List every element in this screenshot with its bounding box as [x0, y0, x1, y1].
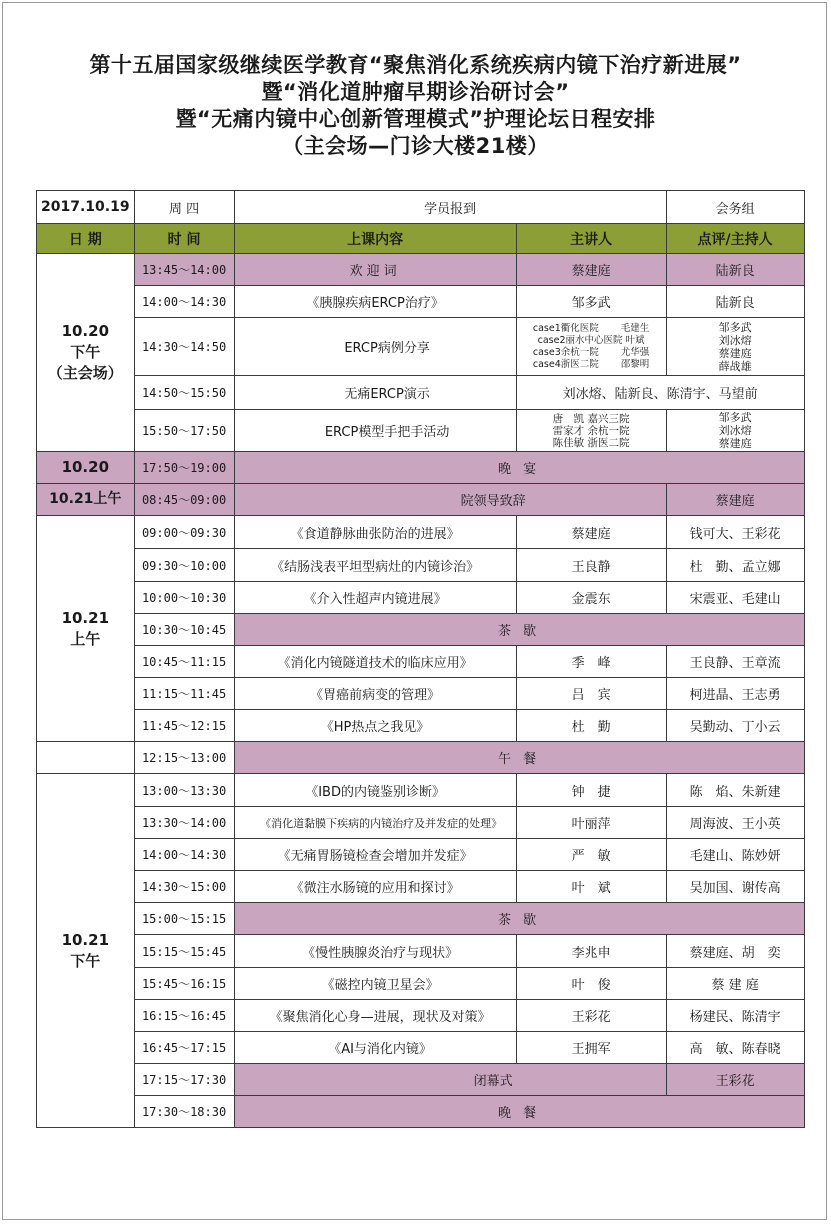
- moderator-cell: 吴加国、谢传高: [666, 871, 804, 903]
- time-cell: 17:15～17:30: [134, 1064, 234, 1096]
- moderator-cell: 陈 焰、朱新建: [666, 774, 804, 807]
- table-row: [37, 742, 805, 774]
- time-cell: 09:30～10:00: [134, 549, 234, 582]
- time-cell: 12:15～13:00: [134, 742, 234, 774]
- header-speaker: 主讲人: [516, 224, 666, 254]
- table-row: [37, 774, 805, 807]
- content-cell: 午 餐: [234, 742, 804, 774]
- title-line-2: 暨“消化道肿瘤早期诊治研讨会”: [261, 80, 570, 104]
- speaker-cell: 吕 宾: [516, 678, 666, 710]
- moderator-name: 薛战雄: [718, 359, 752, 373]
- time-cell: 13:45～14:00: [134, 254, 234, 286]
- time-cell: 11:15～11:45: [134, 678, 234, 710]
- time-cell: 15:00～15:15: [134, 903, 234, 935]
- speaker-cell: 王良静: [516, 549, 666, 582]
- title-line-4: （主会场—门诊大楼21楼）: [282, 134, 549, 158]
- moderator-cell: 王彩花: [666, 1064, 804, 1096]
- time-cell: 10:00～10:30: [134, 582, 234, 614]
- moderator-name: 刘冰熔: [718, 424, 752, 437]
- moderator-cell: 毛建山、陈妙妍: [666, 839, 804, 871]
- speaker-cell: 李兆申: [516, 935, 666, 968]
- date-cell: [37, 516, 135, 742]
- speaker-cell: 季 峰: [516, 646, 666, 678]
- table-row: [37, 1032, 805, 1064]
- moderator-cell: 蔡 建 庭: [666, 968, 804, 1000]
- content-cell: ERCP病例分享: [234, 318, 516, 376]
- time-cell: 09:00～09:30: [134, 516, 234, 549]
- speaker-cell: 金震东: [516, 582, 666, 614]
- table-row: [37, 871, 805, 903]
- title-line-3: 暨“无痛内镜中心创新管理模式”护理论坛日程安排: [175, 107, 656, 131]
- table-row: [37, 935, 805, 968]
- top-date: 2017.10.19: [37, 191, 135, 224]
- content-cell: 《胰腺疾病ERCP治疗》: [234, 286, 516, 318]
- time-cell: 16:15～16:45: [134, 1000, 234, 1032]
- table-row: [37, 903, 805, 935]
- speaker-cell: 王拥军: [516, 1032, 666, 1064]
- content-cell: 晚 宴: [234, 452, 804, 484]
- content-cell: 茶 歇: [234, 614, 804, 646]
- time-cell: 14:30～14:50: [134, 318, 234, 376]
- table-row: [37, 286, 805, 318]
- moderator-cell: [666, 318, 804, 376]
- moderator-cell: [666, 410, 804, 452]
- speaker-cell: 钟 捷: [516, 774, 666, 807]
- content-cell: 闭幕式: [234, 1064, 666, 1096]
- content-cell: 《IBD的内镜鉴别诊断》: [234, 774, 516, 807]
- date-sub-label: 下午: [70, 951, 101, 970]
- content-cell: 无痛ERCP演示: [234, 376, 516, 410]
- table-row: [37, 452, 805, 484]
- date-sub-label: 上午: [70, 629, 101, 648]
- table-row: [37, 1000, 805, 1032]
- content-cell: 院领导致辞: [234, 484, 666, 516]
- time-cell: 15:15～15:45: [134, 935, 234, 968]
- header-time: 时 间: [134, 224, 234, 254]
- content-cell: 《聚焦消化心身—进展，现状及对策》: [234, 1000, 516, 1032]
- speaker-cell: 叶 斌: [516, 871, 666, 903]
- top-org: 会务组: [666, 191, 804, 224]
- content-cell: 《HP热点之我见》: [234, 710, 516, 742]
- date-cell: 10.20: [37, 452, 135, 484]
- content-cell: 《慢性胰腺炎治疗与现状》: [234, 935, 516, 968]
- table-row: [37, 582, 805, 614]
- moderator-cell: 柯进晶、王志勇: [666, 678, 804, 710]
- header-content: 上课内容: [234, 224, 516, 254]
- table-row: [37, 614, 805, 646]
- date-cell: [37, 254, 135, 452]
- content-cell: 《微注水肠镜的应用和探讨》: [234, 871, 516, 903]
- moderator-name: 邹多武: [718, 320, 752, 334]
- time-cell: 16:45～17:15: [134, 1032, 234, 1064]
- content-cell: 《消化道黏膜下疾病的内镜治疗及并发症的处理》: [234, 807, 516, 839]
- time-cell: 10:45～11:15: [134, 646, 234, 678]
- case-speaker: case1衢化医院 毛建生: [532, 322, 650, 334]
- time-cell: 14:00～14:30: [134, 839, 234, 871]
- content-cell: 《AI与消化内镜》: [234, 1032, 516, 1064]
- table-row: [37, 410, 805, 452]
- case-speaker: case3余杭一院 尤华强: [532, 346, 650, 358]
- table-row: [37, 678, 805, 710]
- table-row: [37, 376, 805, 410]
- content-cell: 《介入性超声内镜进展》: [234, 582, 516, 614]
- speaker-cell: 叶 俊: [516, 968, 666, 1000]
- moderator-cell: 陆新良: [666, 254, 804, 286]
- content-cell: 《消化内镜隧道技术的临床应用》: [234, 646, 516, 678]
- table-row: [37, 807, 805, 839]
- moderator-name: 蔡建庭: [718, 437, 752, 450]
- table-row: [37, 839, 805, 871]
- header-row: [37, 224, 805, 254]
- instructor-name: 陈佳敏 浙医二院: [552, 436, 630, 449]
- content-cell: 《胃癌前病变的管理》: [234, 678, 516, 710]
- time-cell: 14:30～15:00: [134, 871, 234, 903]
- time-cell: 08:45～09:00: [134, 484, 234, 516]
- moderator-cell: 钱可大、王彩花: [666, 516, 804, 549]
- schedule-table: [36, 190, 805, 1128]
- time-cell: 14:00～14:30: [134, 286, 234, 318]
- content-cell: 晚 餐: [234, 1096, 804, 1128]
- moderator-cell: 周海波、王小英: [666, 807, 804, 839]
- date-cell: [37, 742, 135, 774]
- content-cell: ERCP模型手把手活动: [234, 410, 516, 452]
- time-cell: 15:45～16:15: [134, 968, 234, 1000]
- date-cell: [37, 774, 135, 1128]
- moderator-cell: 王良静、王章流: [666, 646, 804, 678]
- date-label: 10.21: [61, 930, 110, 949]
- moderator-cell: 吴勤动、丁小云: [666, 710, 804, 742]
- table-row: [37, 646, 805, 678]
- header-date: 日 期: [37, 224, 135, 254]
- date-sub-label: 下午: [70, 343, 101, 361]
- speaker-cell: 叶丽萍: [516, 807, 666, 839]
- moderator-cell: 杨建民、陈清宇: [666, 1000, 804, 1032]
- content-cell: 欢迎词: [234, 254, 516, 286]
- time-cell: 11:45～12:15: [134, 710, 234, 742]
- table-row: [37, 191, 805, 224]
- venue-label: （主会场）: [47, 364, 123, 382]
- moderator-cell: 陆新良: [666, 286, 804, 318]
- time-cell: 13:00～13:30: [134, 774, 234, 807]
- table-row: [37, 1064, 805, 1096]
- date-label: 10.21: [61, 608, 110, 627]
- table-row: [37, 318, 805, 376]
- header-moderator: 点评/主持人: [666, 224, 804, 254]
- time-cell: 10:30～10:45: [134, 614, 234, 646]
- moderator-cell: 蔡建庭: [666, 484, 804, 516]
- content-cell: 茶 歇: [234, 903, 804, 935]
- moderator-cell: 宋震亚、毛建山: [666, 582, 804, 614]
- moderator-name: 邹多武: [718, 411, 752, 424]
- moderator-name: 蔡建庭: [718, 346, 752, 360]
- moderator-cell: 高 敏、陈春晓: [666, 1032, 804, 1064]
- content-cell: 《磁控内镜卫星会》: [234, 968, 516, 1000]
- moderator-cell: 蔡建庭、胡 奕: [666, 935, 804, 968]
- time-cell: 17:50～19:00: [134, 452, 234, 484]
- table-row: [37, 516, 805, 549]
- instructor-name: 唐 凯 嘉兴三院: [552, 412, 630, 425]
- top-weekday: 周 四: [134, 191, 234, 224]
- content-cell: 《食道静脉曲张防治的进展》: [234, 516, 516, 549]
- title-block: [0, 52, 831, 160]
- speaker-cell: [516, 318, 666, 376]
- time-cell: 14:50～15:50: [134, 376, 234, 410]
- speaker-cell: 蔡建庭: [516, 516, 666, 549]
- table-row: [37, 484, 805, 516]
- speaker-cell: 王彩花: [516, 1000, 666, 1032]
- moderator-cell: 杜 勤、孟立娜: [666, 549, 804, 582]
- speaker-cell: 邹多武: [516, 286, 666, 318]
- table-row: [37, 1096, 805, 1128]
- instructor-name: 雷家才 余杭一院: [552, 424, 630, 437]
- speaker-cell: [516, 410, 666, 452]
- table-row: [37, 710, 805, 742]
- title-line-1: 第十五届国家级继续医学教育“聚焦消化系统疾病内镜下治疗新进展”: [89, 53, 742, 77]
- date-label: 10.20: [61, 322, 110, 340]
- speaker-cell: 严 敏: [516, 839, 666, 871]
- top-event: 学员报到: [234, 191, 666, 224]
- table-row: [37, 254, 805, 286]
- moderator-name: 刘冰熔: [718, 333, 752, 347]
- speaker-cell: 蔡建庭: [516, 254, 666, 286]
- content-cell: 《结肠浅表平坦型病灶的内镜诊治》: [234, 549, 516, 582]
- case-speaker: case4浙医二院 邵黎明: [532, 358, 650, 370]
- date-cell: 10.21上午: [37, 484, 135, 516]
- time-cell: 17:30～18:30: [134, 1096, 234, 1128]
- content-cell: 《无痛胃肠镜检查会增加并发症》: [234, 839, 516, 871]
- speaker-cell: 杜 勤: [516, 710, 666, 742]
- case-speaker: case2丽水中心医院 叶斌: [537, 334, 645, 346]
- table-row: [37, 549, 805, 582]
- time-cell: 13:30～14:00: [134, 807, 234, 839]
- speaker-cell: 刘冰熔、陆新良、陈清宇、马望前: [516, 376, 804, 410]
- table-row: [37, 968, 805, 1000]
- time-cell: 15:50～17:50: [134, 410, 234, 452]
